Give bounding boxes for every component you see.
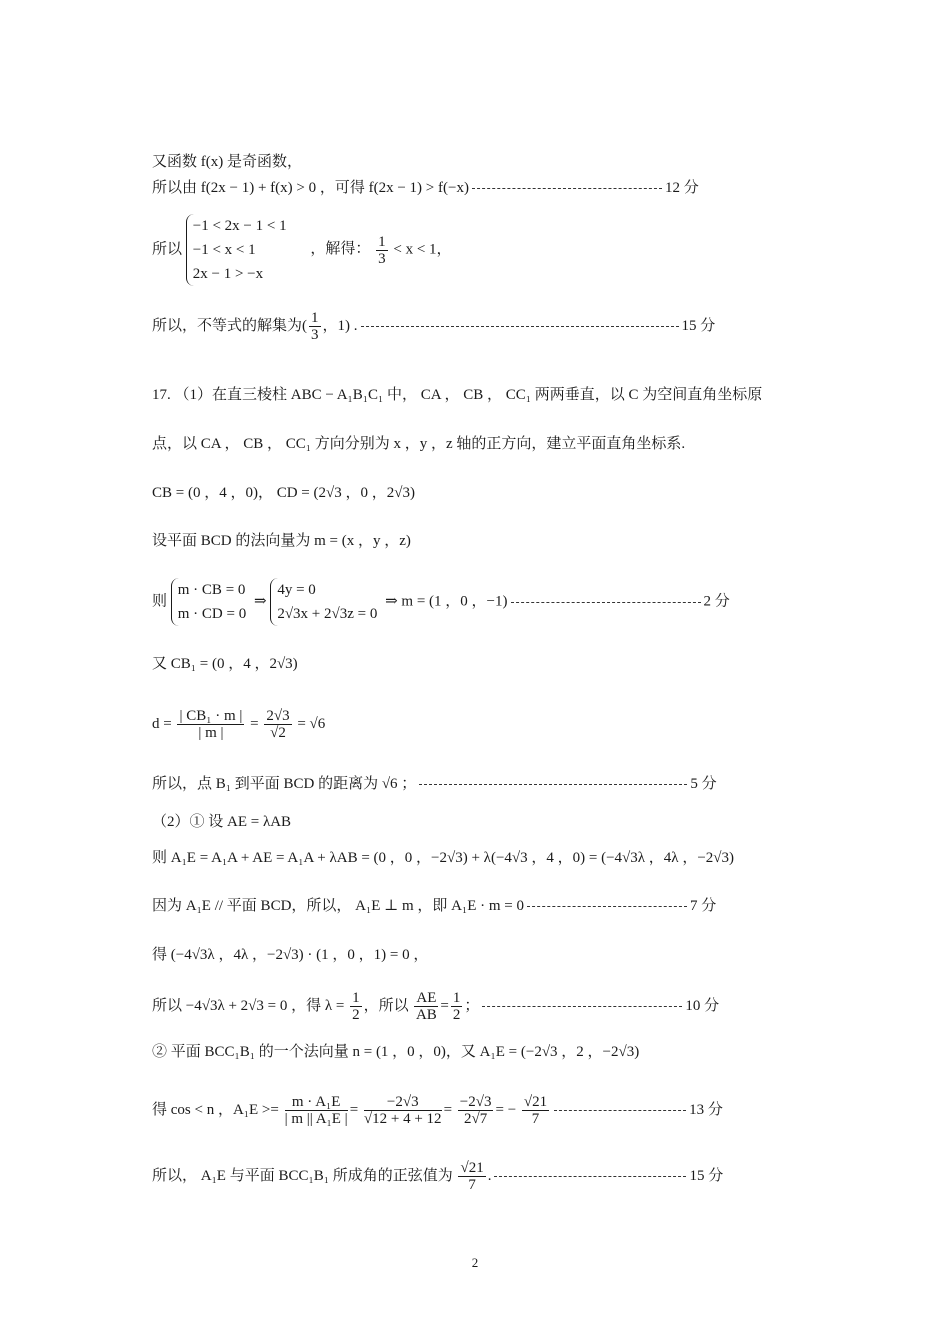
score-15: 15 分	[681, 317, 716, 334]
normal-result: ⇒ m = (1 ，0 ，−1)	[385, 593, 508, 610]
cos-fraction-4: $\frac{√21}{7}$	[523, 1094, 548, 1127]
equals-minus: = −	[495, 1101, 517, 1118]
text-a1e-vector: 则 A₁E = A₁A + AE = A₁A + λAB = (0 ，0 ，−2√3) + λ(−4√3 ，4 ，0) = (−4√3λ ，4λ ，−2√3)	[152, 850, 735, 866]
score-13: 13 分	[689, 1101, 723, 1118]
inequality-system	[186, 214, 287, 286]
score-leader	[527, 906, 687, 907]
solve-label: ，解得：	[310, 241, 371, 258]
solve-tail: < x < 1，	[393, 241, 452, 258]
distance-value-fraction: $\frac{2√3}{√2}$	[266, 708, 290, 741]
text-normal-system	[152, 578, 730, 626]
text-plane-normal: ② 平面 BCC₁B₁ 的一个法向量 n = (1 ，0 ，0)，又 A₁E = (−2√3 ，2 ，−2√3)	[152, 1044, 640, 1060]
system-row: −1 < 2x − 1 < 1	[192, 218, 287, 234]
score-leader	[494, 1176, 686, 1177]
text-part2-setup: （2）① 设 AE = λAB	[152, 814, 292, 830]
equals-sign: =	[443, 1101, 453, 1118]
cos-fraction-2: $\frac{-2√3}{√12 + 4 + 12}$	[363, 1094, 442, 1127]
lambda-equation: 所以 −4√3λ + 2√3 = 0 ，得 λ =	[152, 997, 345, 1014]
text-system-solve	[152, 214, 452, 286]
normal-system-a	[171, 578, 246, 626]
final-fraction: $\frac{√21}{7}$	[460, 1160, 484, 1193]
equals-sign: =	[349, 1101, 359, 1118]
system-row: 2√3x + 2√3z = 0	[277, 606, 378, 622]
text-lambda-solution	[152, 990, 719, 1023]
distance-conclusion: 所以，点 B₁ 到平面 BCD 的距离为 √6 ；	[152, 776, 417, 792]
score-2: 2 分	[703, 593, 730, 610]
text-distance-conclusion	[152, 774, 717, 794]
semicolon: ；	[464, 997, 480, 1014]
score-leader	[482, 1006, 682, 1007]
text-final-conclusion	[152, 1160, 723, 1193]
text-cosine	[152, 1094, 723, 1127]
text-vector-cb1: 又 CB₁ = (0 ，4 ，2√3)	[152, 656, 298, 672]
distance-d: d =	[152, 715, 172, 732]
fraction-one-half: $\frac{1}{2}$	[452, 990, 461, 1023]
system-row: m · CB = 0	[177, 582, 246, 598]
score-7: 7 分	[690, 898, 717, 914]
text-solution-set	[152, 310, 715, 343]
page-number: 2	[471, 1255, 479, 1270]
score-leader	[472, 188, 662, 189]
score-15: 15 分	[689, 1167, 724, 1184]
so-label: 所以	[152, 241, 183, 258]
question-17-line1: 17. （1）在直三棱柱 ABC − A₁B₁C₁ 中， CA ， CB ， CC₁ 两两垂直，以 C 为空间直角坐标原	[152, 387, 763, 403]
cos-prefix: 得 cos < n ，A₁E >=	[152, 1101, 279, 1118]
distance-fraction: $\frac{\text{| CB₁ · m |}}{| m |}$	[179, 708, 243, 741]
so-label: ，所以	[363, 997, 409, 1014]
text-dot-product: 得 (−4√3λ ，4λ ，−2√3) · (1 ，0 ，1) = 0 ，	[152, 947, 429, 963]
fraction-one-third: $\frac{1}{3}$	[311, 310, 319, 343]
score-10: 10 分	[685, 997, 720, 1014]
then-label: 则	[152, 593, 168, 610]
text-vectors-cb-cd: CB = (0 ，4 ，0)， CD = (2√3 ，0 ，2√3)	[152, 485, 415, 501]
score-leader	[554, 1110, 686, 1111]
score-leader	[361, 326, 679, 327]
system-row: 2x − 1 > −x	[192, 266, 264, 282]
system-row: m · CD = 0	[177, 606, 247, 622]
inequality-text: 所以由 f(2x − 1) + f(x) > 0 ，可得 f(2x − 1) > f(−x)	[152, 180, 469, 196]
text-odd-function: 又函数 f(x) 是奇函数，	[152, 154, 302, 170]
text-distance-formula	[152, 708, 325, 741]
distance-result: = √6	[297, 715, 326, 732]
final-prefix: 所以， A₁E 与平面 BCC₁B₁ 所成角的正弦值为	[152, 1167, 453, 1184]
text-inequality	[152, 178, 699, 198]
score-5: 5 分	[690, 776, 717, 792]
score-12: 12 分	[664, 180, 699, 196]
cos-fraction-1: $\frac{\text{m · A₁E}}{\text{| m || A₁E |}}$	[284, 1094, 348, 1127]
fraction-one-third: $\frac{1}{3}$	[378, 233, 386, 267]
fraction-ae-ab: $\frac{AE}{AB}$	[415, 990, 437, 1023]
question-17-line2: 点，以 CA ， CB ， CC₁ 方向分别为 x ，y ，z 轴的正方向，建立平面直角坐标系.	[152, 436, 686, 452]
final-suffix: .	[487, 1167, 492, 1184]
normal-system-b	[270, 578, 377, 626]
score-leader	[419, 784, 687, 785]
equals-sign: =	[250, 715, 259, 732]
score-leader	[511, 602, 701, 603]
system-row: −1 < x < 1	[192, 242, 256, 258]
equals-sign: =	[440, 997, 449, 1014]
parallel-condition: 因为 A₁E // 平面 BCD，所以， A₁E ⊥ m ，即 A₁E · m = 0	[152, 898, 524, 914]
text-normal-vector: 设平面 BCD 的法向量为 m = (x ，y ，z)	[152, 533, 411, 549]
solution-suffix: ，1) .	[322, 317, 358, 334]
implies-symbol: ⇒	[253, 593, 267, 610]
text-parallel-condition	[152, 896, 716, 916]
system-row: 4y = 0	[277, 582, 316, 598]
cos-fraction-3: $\frac{-2√3}{2√7}$	[459, 1094, 492, 1127]
fraction-one-half: $\frac{1}{2}$	[352, 990, 360, 1023]
solution-prefix: 所以，不等式的解集为(	[152, 317, 307, 334]
